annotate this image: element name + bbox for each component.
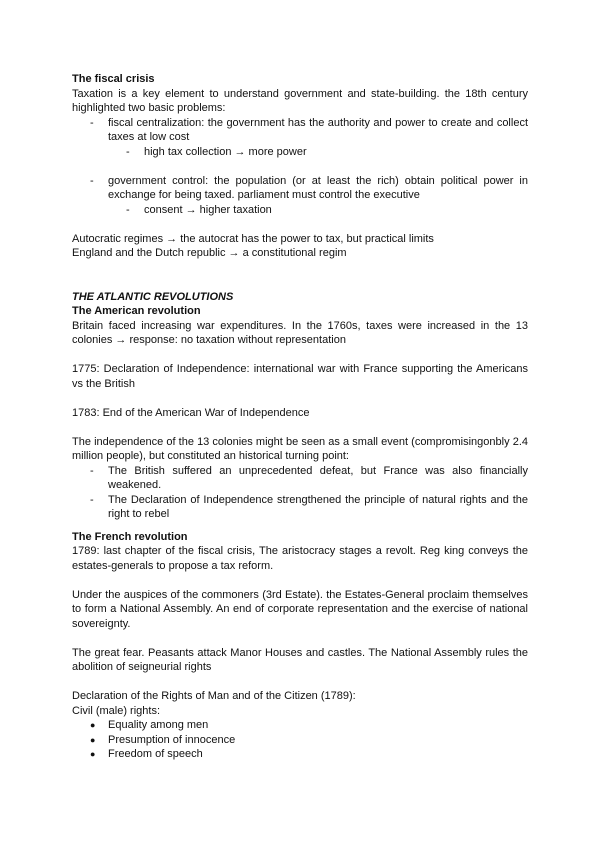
- fiscal-item-2-sub-text: consent → higher taxation: [144, 203, 272, 216]
- dash-marker: -: [90, 464, 94, 477]
- atlantic-revolutions-heading: THE ATLANTIC REVOLUTIONS: [72, 290, 234, 303]
- fiscal-item-2-sub: [72, 203, 528, 218]
- document-page: [72, 72, 528, 762]
- french-paragraph-5: Civil (male) rights:: [72, 704, 161, 717]
- american-paragraph-4: The independence of the 13 colonies might be seen as a small event (compromisingonbly 2.4 million people), but constituted an historical turning point:: [72, 435, 528, 462]
- bullet-marker: ●: [90, 734, 96, 745]
- american-paragraph-3: 1783: End of the American War of Independence: [72, 406, 310, 419]
- dash-marker: -: [90, 174, 94, 187]
- list-item: [72, 733, 528, 748]
- french-paragraph-4: Declaration of the Rights of Man and of the Citizen (1789):: [72, 690, 356, 702]
- french-paragraph-3: The great fear. Peasants attack Manor Houses and castles. The National Assembly rules the abolition of seigneurial rights: [72, 646, 528, 673]
- fiscal-intro: Taxation is a key element to understand government and state-building. the 18th century highlighted two basic problems:: [72, 87, 528, 114]
- right-equality: Equality among men: [108, 719, 209, 731]
- fiscal-item-1-text: fiscal centralization: the government has the authority and power to create and collect taxes at low cost: [108, 116, 528, 143]
- list-item: [72, 718, 528, 733]
- american-revolution-heading: The American revolution: [72, 305, 201, 317]
- fiscal-item-1-sub-text: high tax collection → more power: [144, 145, 307, 158]
- right-innocence: Presumption of innocence: [108, 733, 236, 746]
- dash-marker: -: [90, 116, 94, 129]
- autocratic-line: Autocratic regimes → the autocrat has the power to tax, but practical limits: [72, 232, 434, 245]
- french-paragraph-1: 1789: last chapter of the fiscal crisis, The aristocracy stages a revolt. Reg king conveys the estates-generals to propose a tax reform.: [72, 545, 528, 572]
- fiscal-item-2-text: government control: the population (or at least the rich) obtain political power in exchange for being taxed. parliament must control the executive: [108, 174, 528, 201]
- fiscal-crisis-heading: The fiscal crisis: [72, 73, 155, 85]
- french-revolution-heading: The French revolution: [72, 530, 188, 543]
- american-item-1-text: The British suffered an unprecedented defeat, but France was also financially weakened.: [108, 464, 528, 491]
- right-speech: Freedom of speech: [108, 748, 203, 760]
- dash-marker: -: [90, 493, 94, 506]
- bullet-marker: ●: [90, 749, 96, 759]
- american-item-2: [72, 493, 528, 522]
- dash-marker: -: [126, 145, 130, 158]
- england-line: England and the Dutch republic → a constitutional regim: [72, 247, 347, 259]
- dash-marker: -: [126, 203, 130, 216]
- american-paragraph-1: Britain faced increasing war expenditures. In the 1760s, taxes were increased in the 13 colonies → response: no taxation without representation: [72, 319, 528, 346]
- bullet-marker: ●: [90, 720, 96, 730]
- fiscal-item-1: [72, 116, 528, 145]
- list-item: [72, 747, 528, 762]
- american-item-2-text: The Declaration of Independence strengthened the principle of natural rights and the right to rebel: [108, 493, 528, 520]
- american-item-1: [72, 464, 528, 493]
- fiscal-item-1-sub: [72, 145, 528, 160]
- american-paragraph-2: 1775: Declaration of Independence: international war with France supporting the Americans vs the British: [72, 363, 528, 390]
- fiscal-item-2: [72, 174, 528, 203]
- french-paragraph-2: Under the auspices of the commoners (3rd Estate). the Estates-General proclaim themselves to form a National Assembly. An end of corporate representation and the exercise of national sovereignty.: [72, 588, 528, 630]
